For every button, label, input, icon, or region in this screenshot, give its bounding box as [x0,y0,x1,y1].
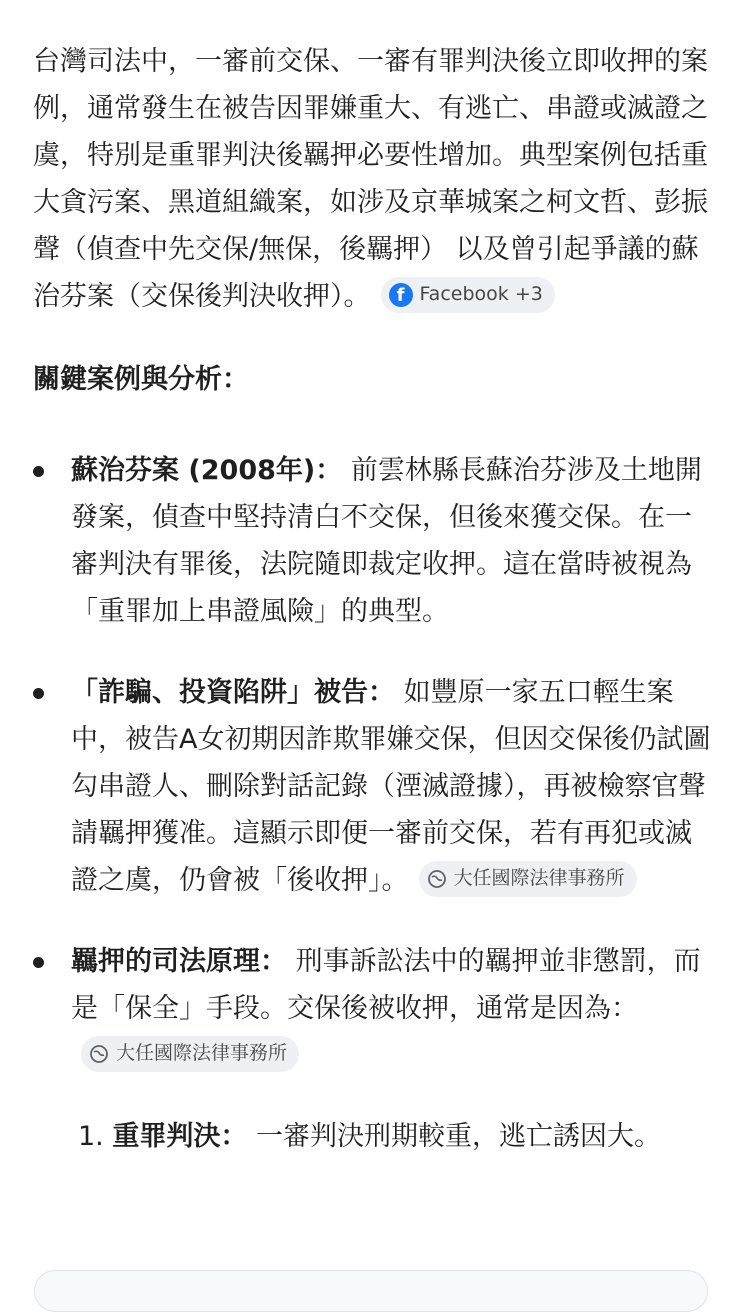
bullet-list [33,447,713,1079]
intro-text: 台灣司法中，一審前交保、一審有罪判決後立即收押的案例，通常發生在被告因罪嫌重大、有逃亡、串證或滅證之虞，特別是重罪判決後羈押必要性增加。典型案例包括重大貪污案、黑道組織案，如涉及京華城案之柯文哲、彭振聲（偵查中先交保/無保，後羈押） 以及曾引起爭議的蘇治芬案（交保後判決收押）。 [33,46,708,312]
bullet-dot-icon [33,688,44,699]
facebook-icon: f [389,283,413,307]
list-item [33,938,713,1079]
bottom-input-bar[interactable] [34,1270,708,1312]
list-item-text: 如豐原一家五口輕生案中，被告A女初期因詐欺罪嫌交保，但因交保後仍試圖勾串證人、刪除對話記錄（湮滅證據），再被檢察官聲請羈押獲准。這顯示即便一審前交保，若有再犯或滅證之虞，仍會被「後收押」。 [71,677,711,896]
list-item-title: 羈押的司法原理： [71,946,287,977]
bullet-dot-icon [33,957,44,968]
intro-paragraph [33,38,713,320]
globe-icon [89,1044,109,1064]
list-item-text: 前雲林縣長蘇治芬涉及土地開發案，偵查中堅持清白不交保，但後來獲交保。在一審判決有罪後，法院隨即裁定收押。這在當時被視為「重罪加上串證風險」的典型。 [71,455,702,627]
globe-icon [427,869,447,889]
source-chip-label: Facebook +3 [419,283,543,305]
numbered-item-text: 一審判決刑期較重，逃亡誘因大。 [247,1121,661,1152]
list-item [33,447,713,635]
list-item-text: 刑事訴訟法中的羈押並非懲罰，而是「保全」手段。交保後被收押，通常是因為： [71,946,701,1024]
list-item-title: 「詐騙、投資陷阱」被告： [71,677,395,708]
source-chip-facebook[interactable] [381,277,555,313]
bullet-dot-icon [33,466,44,477]
numbered-item-number: 1. [78,1121,104,1152]
list-item [33,669,713,904]
source-chip-law-firm[interactable] [419,861,637,897]
source-chip-label: 大任國際法律事務所 [453,867,625,889]
source-chip-label: 大任國際法律事務所 [116,1042,288,1064]
numbered-item-title: 重罪判決： [112,1121,248,1152]
section-heading: 關鍵案例與分析： [33,364,249,395]
numbered-list [33,1113,713,1160]
list-item-title: 蘇治芬案 (2008年)： [71,455,343,486]
numbered-item [78,1113,713,1160]
answer-content [33,38,713,1160]
source-chip-law-firm[interactable] [81,1036,299,1072]
